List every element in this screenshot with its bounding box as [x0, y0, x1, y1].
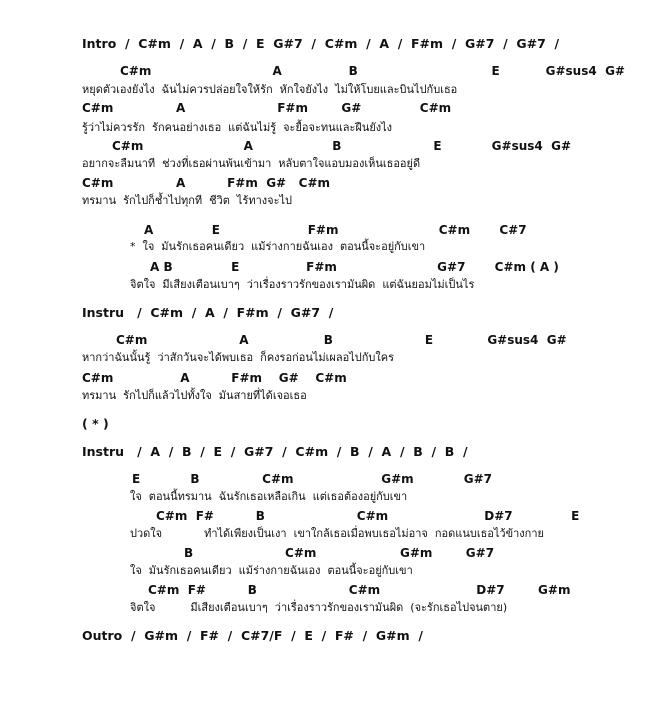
chord-line: A E F#m C#m C#7 — [144, 223, 527, 237]
outro-progression: Outro / G#m / F# / C#7/F / E / F# / G#m / — [82, 628, 423, 643]
lyric-line: หากว่าฉันนั้นรู้ ว่าสักวันจะได้พบเธอ ก็คงรอก่อนไม่เผลอไปกับใคร — [82, 351, 394, 364]
chord-line: C#m F# B C#m D#7 G#m — [148, 583, 571, 597]
lyric-line: ทรมาน รักไปก็ช้ำไปทุกที ชีวิต ไร้ทางจะไป — [82, 194, 293, 207]
chord-line: C#m A F#m G# C#m — [82, 101, 452, 115]
lyric-line: ใจ ตอนนี้ทรมาน ฉันรักเธอเหลือเกิน แต่เธอต้องอยู่กับเขา — [130, 490, 408, 503]
intro-progression: Intro / C#m / A / B / E G#7 / C#m / A / F#m / G#7 / G#7 / — [82, 36, 560, 51]
lyric-line: * ใจ มันรักเธอคนเดียว แม้ร่างกายฉันเอง ตอนนี้จะอยู่กับเขา — [130, 240, 426, 253]
lyric-line: จิตใจ มีเสียงเตือนเบาๆ ว่าเรื่องราวรักของเรามันผิด แต่ฉันยอมไม่เป็นไร — [130, 278, 475, 291]
chord-line: A B E F#m G#7 C#m ( A ) — [150, 260, 559, 274]
chord-line: C#m A B E G#sus4 G# — [112, 139, 572, 153]
instru-progression: Instru / C#m / A / F#m / G#7 / — [82, 305, 334, 320]
chord-line: C#m A F#m G# C#m — [82, 176, 331, 190]
instru-progression: Instru / A / B / E / G#7 / C#m / B / A / B / B / — [82, 444, 468, 459]
lyric-line: รู้ว่าไม่ควรรัก รักคนอย่างเธอ แต่ฉันไม่รู้ จะยื้อจะทนและฝืนยังไง — [82, 121, 393, 134]
chorus-repeat-marker: ( * ) — [82, 416, 109, 431]
lyric-line: ทรมาน รักไปก็แล้วไปทั้งใจ มันสายที่ได้เจอเธอ — [82, 389, 307, 402]
lyric-line: ปวดใจ ทำได้เพียงเป็นเงา เขาใกล้เธอเมื่อพบเธอไม่อาจ กอดแนบเธอไว้ข้างกาย — [130, 527, 544, 540]
lyric-line: หยุดตัวเองยังไง ฉันไม่ควรปล่อยใจให้รัก หักใจยังไง ไม่ให้โบยและบินไปกับเธอ — [82, 83, 458, 96]
chord-line: E B C#m G#m G#7 — [132, 472, 493, 486]
chord-line: B C#m G#m G#7 — [184, 546, 495, 560]
chord-line: C#m A B E G#sus4 G# — [120, 64, 625, 78]
chord-line: C#m A F#m G# C#m — [82, 371, 347, 385]
lyric-line: อยากจะลืมนาที ช่วงที่เธอผ่านพ้นเข้ามา หลับตาใจแอบมองเห็นเธออยู่ดี — [82, 157, 421, 170]
chord-line: C#m A B E G#sus4 G# — [116, 333, 567, 347]
lyric-line: ใจ มันรักเธอคนเดียว แม้ร่างกายฉันเอง ตอนนี้จะอยู่กับเขา — [130, 564, 413, 577]
chord-line: C#m F# B C#m D#7 E — [156, 509, 580, 523]
lyric-line: จิตใจ มีเสียงเตือนเบาๆ ว่าเรื่องราวรักของเรามันผิด (จะรักเธอไปจนตาย) — [130, 601, 508, 614]
